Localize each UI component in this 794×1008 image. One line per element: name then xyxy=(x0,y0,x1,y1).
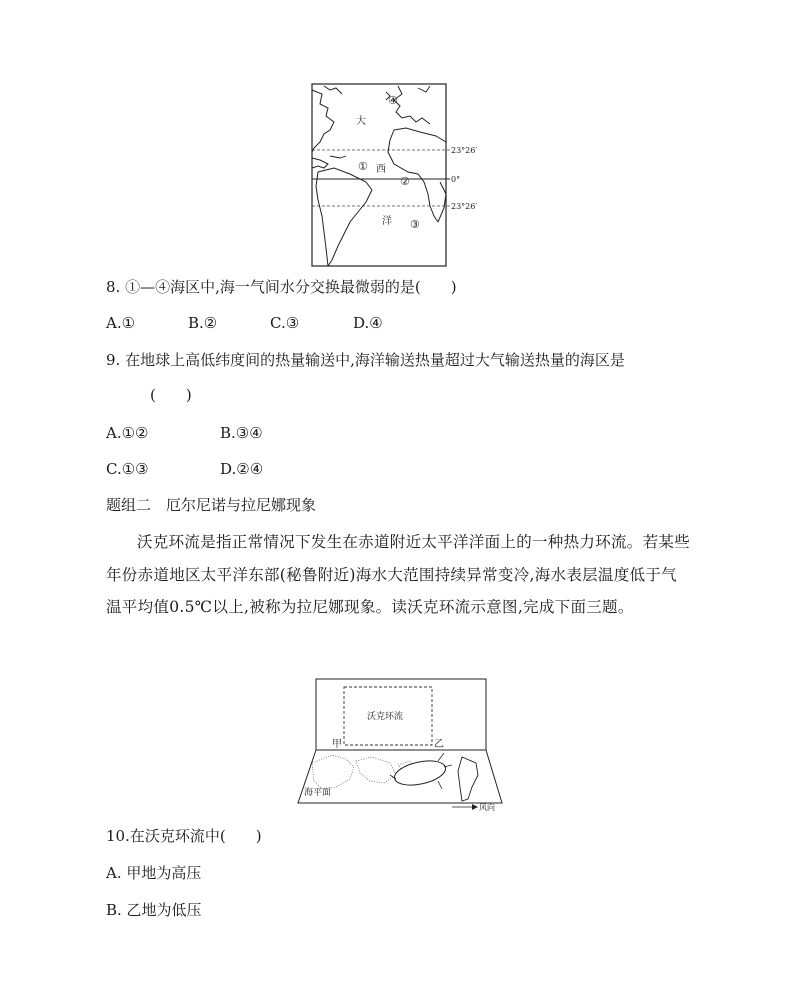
q9-option-b[interactable]: B.③④ xyxy=(220,424,263,442)
q8-option-c[interactable]: C.③ xyxy=(270,314,300,332)
map-marker-1: ① xyxy=(358,160,368,173)
map-marker-4: ④ xyxy=(388,94,398,107)
map-label-xi: 西 xyxy=(376,164,386,175)
lat-label-north: 23°26′ xyxy=(451,146,478,155)
q8-option-d[interactable]: D.④ xyxy=(353,314,383,332)
q10-option-b[interactable]: B. 乙地为低压 xyxy=(106,901,202,919)
label-yi: 乙 xyxy=(434,739,444,750)
lat-label-south: 23°26′ xyxy=(451,202,478,211)
group-2-passage: 沃克环流是指正常情况下发生在赤道附近太平洋洋面上的一种热力环流。若某些年份赤道地区太平洋东部(秘鲁附近)海水大范围持续异常变冷,海水表层温度低于气温平均值0.5℃以上,被称为拉尼娜现象。读沃克环流示意图,完成下面三题。 xyxy=(106,533,691,616)
question-8-stem: 8. ①—④海区中,海一气间水分交换最微弱的是( ) xyxy=(106,278,457,296)
q10-option-a[interactable]: A. 甲地为高压 xyxy=(106,864,202,882)
q8-option-b[interactable]: B.② xyxy=(188,314,218,332)
q9-option-c[interactable]: C.①③ xyxy=(106,460,149,478)
walker-circulation-diagram xyxy=(292,675,512,813)
atlantic-map xyxy=(290,82,500,268)
map-label-da: 大 xyxy=(356,116,366,127)
q9-option-d[interactable]: D.②④ xyxy=(220,460,264,478)
map-marker-2: ② xyxy=(400,175,410,188)
walker-circulation-label: 沃克环流 xyxy=(367,712,404,722)
label-sea-level: 海平面 xyxy=(304,788,332,798)
label-wind-direction: 风向 xyxy=(479,803,495,812)
lat-label-equator: 0° xyxy=(451,175,461,184)
question-10-stem: 10.在沃克环流中( ) xyxy=(106,827,262,845)
q9-option-a[interactable]: A.①② xyxy=(106,424,149,442)
label-jia: 甲 xyxy=(332,739,342,750)
map-label-yang: 洋 xyxy=(382,216,392,227)
group-2-title: 题组二 厄尔尼诺与拉尼娜现象 xyxy=(106,496,317,514)
q9-answer-blank: ( ) xyxy=(150,386,192,404)
question-9-stem: 9. 在地球上高低纬度间的热量输送中,海洋输送热量超过大气输送热量的海区是 xyxy=(106,351,625,369)
q8-option-a[interactable]: A.① xyxy=(106,314,136,332)
map-marker-3: ③ xyxy=(410,218,420,231)
